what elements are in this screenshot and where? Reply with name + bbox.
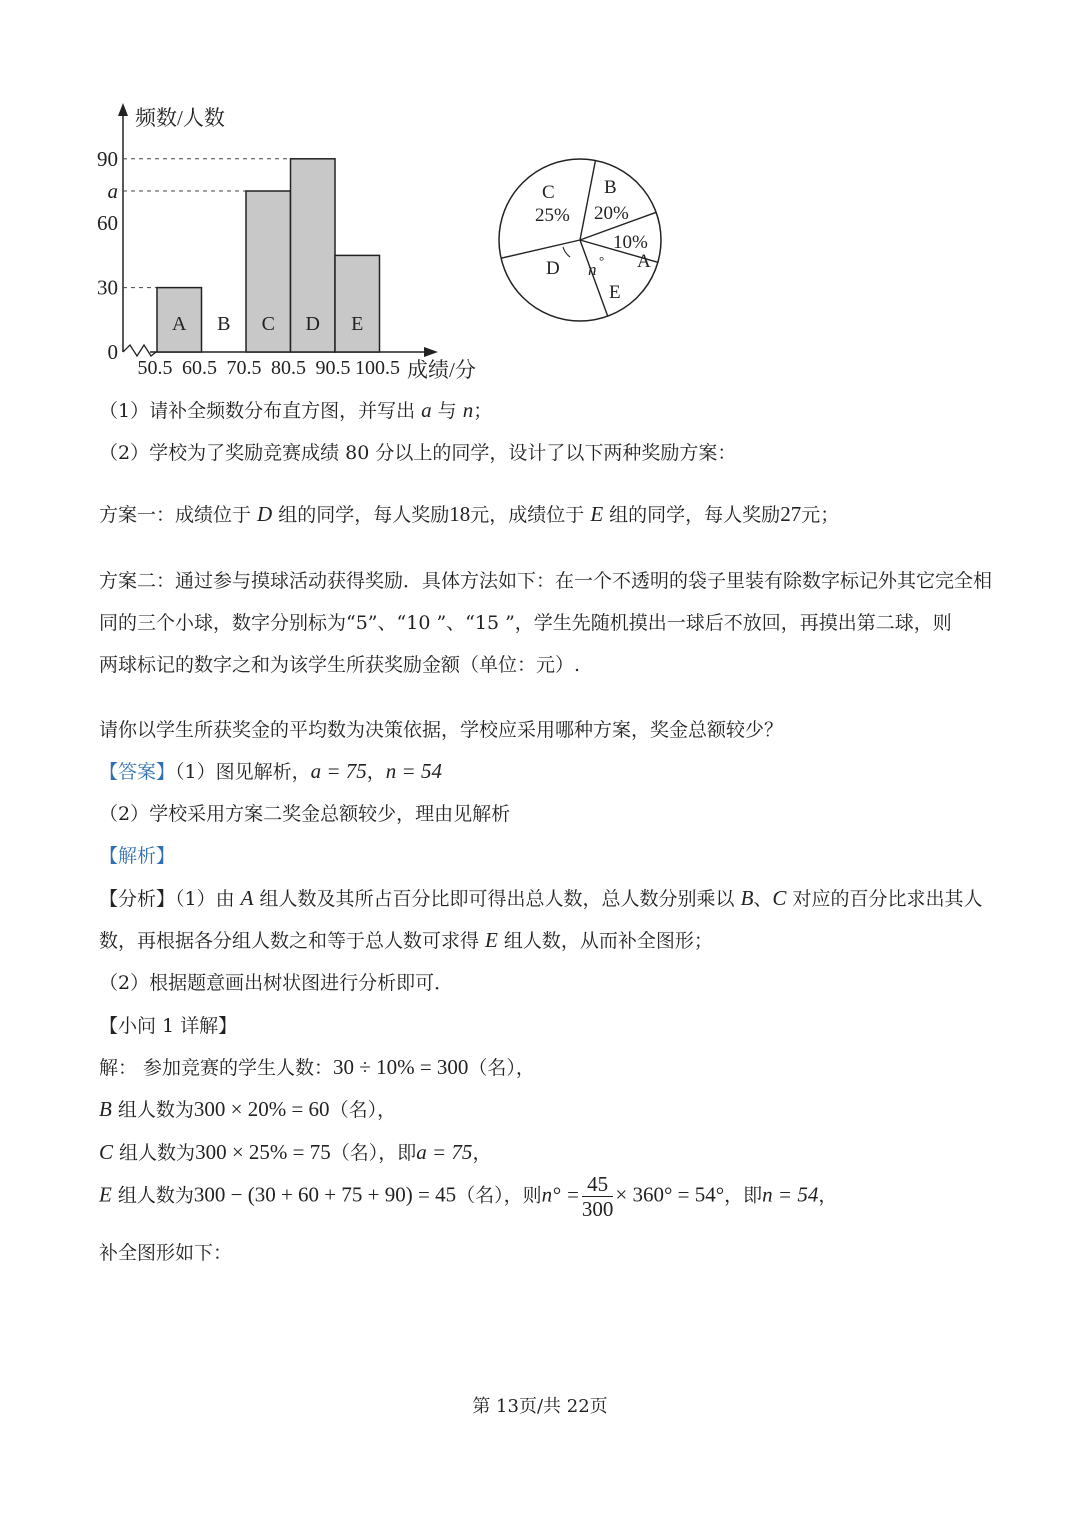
b-group-unit: （名）， — [329, 1099, 397, 1121]
e-group-text: 组人数为 — [111, 1184, 194, 1207]
c-group-end: ， — [472, 1142, 492, 1164]
answer-1-text: （1）图见解析， — [175, 761, 311, 783]
xiaowen-heading: 【小问 1 详解】 — [99, 1015, 238, 1037]
question-2: （2）学校为了奖励竞赛成绩 80 分以上的同学，设计了以下两种奖励方案： — [99, 442, 737, 464]
axis-break — [123, 345, 156, 356]
x-tick-label: 100.5 — [355, 357, 400, 379]
solution-total-eq: 30 ÷ 10% = 300 — [333, 1055, 469, 1079]
e-group-unit: （名），则 — [456, 1184, 542, 1207]
plan1-var-d: D — [257, 502, 273, 526]
answer-sep: ， — [366, 761, 386, 783]
fenxi-2-text: 数，再根据各分组人数之和等于总人数可求得 — [99, 930, 486, 952]
pie-percent-b: 20% — [594, 203, 629, 224]
fenxi-var-a: A — [240, 886, 254, 910]
e-group-n: n° = — [541, 1182, 580, 1207]
y-tick-label: 0 — [107, 340, 118, 364]
plan1-text-c: 元，成绩位于 — [470, 504, 591, 526]
fenxi-tag: 【分析】 — [99, 888, 176, 910]
x-tick-label: 70.5 — [226, 357, 262, 379]
x-tick-label: 60.5 — [182, 357, 217, 379]
answer-n-eq: n = 54 — [385, 759, 442, 783]
plan-2-line-2: 同的三个小球，数字分别标为“5”、“10 ”、“15 ”，学生先随机摸出一球后不放回，再摸出第二球，则 — [99, 612, 952, 634]
b-group-text: 组人数为 — [111, 1099, 194, 1121]
y-tick-label: a — [107, 179, 118, 203]
e-group-eq: 300 − (30 + 60 + 75 + 90) = 45 — [193, 1182, 457, 1207]
answer-a-eq: a = 75 — [310, 759, 367, 783]
e-group-var: E — [99, 1182, 112, 1207]
q1-text: （1）请补全频数分布直方图，并写出 — [99, 400, 422, 422]
x-tick-label: 90.5 — [315, 357, 351, 379]
fenxi-1-text: （1）由 — [175, 888, 241, 910]
question-1 — [99, 396, 492, 423]
answer-line-2: （2）学校采用方案二奖金总额较少，理由见解析 — [99, 803, 511, 825]
buquan-text: 补全图形如下： — [99, 1242, 233, 1264]
fraction-45-300 — [582, 1172, 614, 1221]
fenxi-line-2 — [99, 926, 713, 953]
fenxi-1-text-b: 组人数及其所占百分比即可得出总人数，总人数分别乘以 — [253, 888, 741, 910]
plan1-text-b: 组的同学，每人奖励 — [272, 504, 450, 526]
plan1-var-e: E — [590, 502, 604, 526]
pie-percent-a: 10% — [613, 232, 648, 253]
pie-angle-deg: ° — [599, 253, 605, 268]
x-tick-label: 50.5 — [137, 357, 173, 379]
solution-total — [99, 1053, 535, 1080]
y-axis-label: 频数/人数 — [135, 106, 225, 130]
fraction-denominator: 300 — [581, 1197, 614, 1221]
fenxi-2-text-b: 组人数，从而补全图形； — [497, 930, 713, 952]
pie-label-c: C — [542, 182, 555, 203]
c-group-var: C — [99, 1140, 114, 1164]
pie-percent-c: 25% — [535, 205, 570, 226]
e-group-n-eq: n = 54 — [762, 1182, 819, 1207]
bar-label-a: A — [172, 313, 187, 335]
bar-label-d: D — [305, 313, 320, 335]
pie-chart — [490, 150, 670, 330]
x-tick-label: 80.5 — [271, 357, 306, 379]
plan-2-line-3: 两球标记的数字之和为该学生所获奖励金额（单位：元）. — [99, 654, 581, 676]
fenxi-line-3: （2）根据题意画出树状图进行分析即可． — [99, 972, 454, 994]
pie-label-a: A — [637, 251, 651, 272]
plan1-text: 方案一：成绩位于 — [99, 504, 258, 526]
pie-angle-n: n — [588, 260, 597, 279]
b-group-var: B — [99, 1097, 112, 1121]
c-group-eq: 300 × 25% = 75 — [195, 1140, 331, 1164]
bar-label-c: C — [261, 313, 275, 335]
histogram-chart — [0, 0, 520, 390]
fraction-numerator: 45 — [582, 1172, 614, 1197]
e-group-end: ， — [818, 1184, 838, 1207]
analysis-tag: 【解析】 — [99, 845, 176, 867]
c-group-unit: （名），即 — [330, 1142, 417, 1164]
q1-var-a: a — [421, 398, 432, 422]
bar-e — [335, 255, 380, 352]
fenxi-sep: 、 — [753, 888, 773, 910]
plan1-amount-27: 27 — [780, 502, 802, 526]
y-axis-arrow — [118, 103, 128, 116]
e-group-angle-eq: × 360° = 54° — [615, 1182, 725, 1207]
solution-e-group — [99, 1172, 837, 1221]
solution-c-group — [99, 1138, 491, 1165]
bar-label-e: E — [351, 313, 364, 335]
x-axis-arrow — [424, 347, 438, 357]
answer-line-1 — [99, 757, 442, 784]
bar-label-b: B — [217, 313, 231, 335]
angle-arc — [563, 247, 570, 257]
solution-b-group — [99, 1095, 396, 1122]
y-tick-label: 60 — [97, 211, 118, 236]
plan-1 — [99, 500, 839, 527]
solution-total-unit: （名）， — [468, 1057, 535, 1079]
pie-slice-boundary — [580, 160, 595, 240]
fenxi-line-1 — [99, 884, 982, 911]
y-tick-label: 30 — [97, 275, 118, 300]
pie-label-b: B — [604, 177, 617, 198]
fenxi-var-b: B — [740, 886, 754, 910]
pie-label-e: E — [609, 282, 621, 303]
x-axis-label: 成绩/分 — [407, 358, 476, 382]
answer-tag: 【答案】 — [99, 761, 176, 783]
c-group-a-eq: a = 75 — [416, 1140, 473, 1164]
fenxi-var-e: E — [485, 928, 498, 952]
q1-text-and: 与 — [431, 400, 463, 422]
pie-label-d: D — [546, 258, 560, 279]
q1-text-end: ； — [473, 400, 493, 422]
plan1-text-e: 元； — [801, 504, 840, 526]
page-footer: 第 13页/共 22页 — [472, 1396, 608, 1417]
q1-var-n: n — [462, 398, 474, 422]
fenxi-1-text-c: 对应的百分比求出其人 — [786, 888, 983, 910]
b-group-eq: 300 × 20% = 60 — [193, 1097, 330, 1121]
fenxi-var-c: C — [772, 886, 787, 910]
c-group-text: 组人数为 — [113, 1142, 196, 1164]
plan-2-line-1: 方案二：通过参与摸球活动获得奖励．具体方法如下：在一个不透明的袋子里装有除数字标记外其它完全相 — [99, 570, 993, 592]
solution-total-text: 解： 参加竞赛的学生人数： — [99, 1057, 334, 1079]
question-decision: 请你以学生所获奖金的平均数为决策依据，学校应采用哪种方案，奖金总额较少？ — [99, 719, 784, 741]
e-group-text-c: ，即 — [724, 1184, 763, 1207]
plan1-amount-18: 18 — [449, 502, 471, 526]
plan1-text-d: 组的同学，每人奖励 — [603, 504, 781, 526]
y-tick-label: 90 — [97, 146, 118, 171]
